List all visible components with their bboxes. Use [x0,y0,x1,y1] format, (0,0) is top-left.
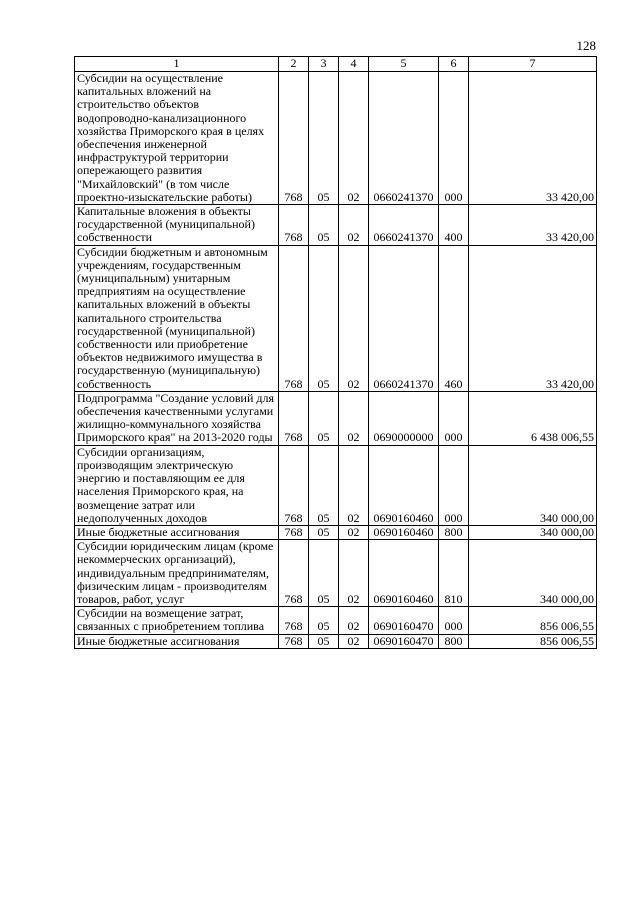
subsection-code: 02 [339,445,369,525]
subsection-code: 02 [339,205,369,246]
expense-type-code: 400 [439,205,469,246]
item-name: Субсидии юридическим лицам (кроме некоммерческих организаций), индивидуальным предпринимателям, физическим лицам - производителям товаров, работ, услуг [75,540,279,607]
subsection-code: 02 [339,525,369,539]
amount: 6 438 006,55 [469,391,597,445]
expense-type-code: 000 [439,445,469,525]
target-article-code: 0690160460 [369,540,439,607]
section-code: 05 [309,525,339,539]
amount: 856 006,55 [469,607,597,634]
table-row [75,607,597,634]
amount: 33 420,00 [469,72,597,205]
column-header: 2 [279,57,309,72]
amount: 33 420,00 [469,245,597,391]
ministry-code: 768 [279,205,309,246]
target-article-code: 0660241370 [369,205,439,246]
ministry-code: 768 [279,634,309,648]
ministry-code: 768 [279,607,309,634]
section-code: 05 [309,391,339,445]
expense-type-code: 000 [439,72,469,205]
item-name: Субсидии на возмещение затрат, связанных с приобретением топлива [75,607,279,634]
target-article-code: 0690160460 [369,525,439,539]
subsection-code: 02 [339,72,369,205]
budget-table [74,56,597,649]
section-code: 05 [309,245,339,391]
target-article-code: 0690160470 [369,607,439,634]
expense-type-code: 460 [439,245,469,391]
subsection-code: 02 [339,245,369,391]
column-header: 3 [309,57,339,72]
ministry-code: 768 [279,540,309,607]
expense-type-code: 800 [439,525,469,539]
target-article-code: 0690160470 [369,634,439,648]
expense-type-code: 000 [439,391,469,445]
header-row [75,57,597,72]
section-code: 05 [309,607,339,634]
amount: 340 000,00 [469,525,597,539]
amount: 340 000,00 [469,445,597,525]
expense-type-code: 000 [439,607,469,634]
subsection-code: 02 [339,634,369,648]
target-article-code: 0690000000 [369,391,439,445]
item-name: Субсидии бюджетным и автономным учреждениям, государственным (муниципальным) унитарным предприятиям на осуществление капитальных вложений в объекты капитального строительства государственной (муниципальной) собственности или приобретение объектов недвижимого имущества в государственную (муниципальную) собственность [75,245,279,391]
section-code: 05 [309,540,339,607]
table-row [75,245,597,391]
amount: 33 420,00 [469,205,597,246]
ministry-code: 768 [279,391,309,445]
table-row [75,391,597,445]
section-code: 05 [309,634,339,648]
expense-type-code: 800 [439,634,469,648]
amount: 856 006,55 [469,634,597,648]
table-row [75,445,597,525]
item-name: Субсидии на осуществление капитальных вложений на строительство объектов водопроводно-канализационного хозяйства Приморского края в целях обеспечения инженерной инфраструктурой территории опережающего развития "Михайловский" (в том числе проектно-изыскательские работы) [75,72,279,205]
ministry-code: 768 [279,445,309,525]
target-article-code: 0690160460 [369,445,439,525]
section-code: 05 [309,445,339,525]
subsection-code: 02 [339,607,369,634]
subsection-code: 02 [339,391,369,445]
table-row [75,540,597,607]
target-article-code: 0660241370 [369,245,439,391]
table-row [75,72,597,205]
table-row [75,525,597,539]
item-name: Иные бюджетные ассигнования [75,525,279,539]
column-header: 1 [75,57,279,72]
target-article-code: 0660241370 [369,72,439,205]
ministry-code: 768 [279,525,309,539]
item-name: Иные бюджетные ассигнования [75,634,279,648]
item-name: Капитальные вложения в объекты государственной (муниципальной) собственности [75,205,279,246]
column-header: 4 [339,57,369,72]
item-name: Субсидии организациям, производящим электрическую энергию и поставляющим ее для населения Приморского края, на возмещение затрат или недополученных доходов [75,445,279,525]
ministry-code: 768 [279,72,309,205]
table-row [75,205,597,246]
column-header: 6 [439,57,469,72]
subsection-code: 02 [339,540,369,607]
ministry-code: 768 [279,245,309,391]
page-number: 128 [576,38,596,53]
table-row [75,634,597,648]
expense-type-code: 810 [439,540,469,607]
section-code: 05 [309,205,339,246]
section-code: 05 [309,72,339,205]
column-header: 7 [469,57,597,72]
amount: 340 000,00 [469,540,597,607]
item-name: Подпрограмма "Создание условий для обеспечения качественными услугами жилищно-коммунального хозяйства Приморского края" на 2013-2020 годы [75,391,279,445]
column-header: 5 [369,57,439,72]
